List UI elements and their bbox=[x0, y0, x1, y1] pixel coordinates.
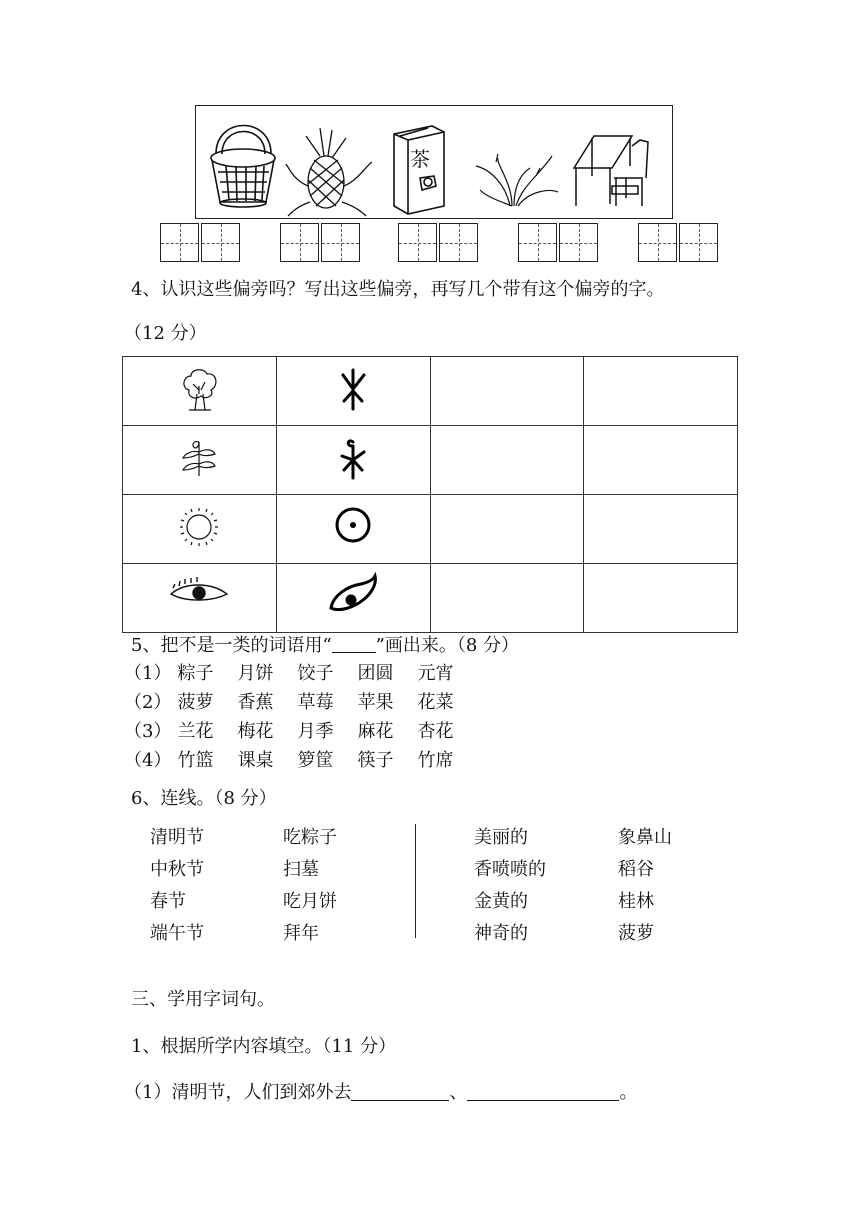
column-divider bbox=[415, 824, 416, 938]
writing-box-pair-3[interactable] bbox=[398, 223, 480, 262]
writing-cell[interactable] bbox=[638, 223, 677, 262]
radical-glyph-cell bbox=[276, 426, 430, 495]
word-item[interactable]: 香蕉 bbox=[237, 692, 274, 713]
radical-picture-cell bbox=[123, 426, 277, 495]
radical-glyph-cell bbox=[276, 495, 430, 564]
match-item[interactable]: 美丽的 bbox=[474, 827, 528, 848]
row-number: （3） bbox=[124, 721, 172, 742]
writing-cell[interactable] bbox=[321, 223, 360, 262]
answer-cell[interactable] bbox=[584, 357, 738, 426]
fill-prompt: （1）清明节，人们到郊外去 bbox=[124, 1082, 352, 1103]
word-item[interactable]: 课桌 bbox=[237, 750, 274, 771]
basket-icon bbox=[211, 126, 275, 208]
answer-cell[interactable] bbox=[584, 495, 738, 564]
section3-q1-title: 1、根据所学内容填空。（11 分） bbox=[131, 1036, 397, 1057]
q4-title: 4、认识这些偏旁吗？写出这些偏旁，再写几个带有这个偏旁的字。 bbox=[131, 279, 665, 300]
q5-row-3 bbox=[124, 723, 453, 741]
writing-cell[interactable] bbox=[439, 223, 478, 262]
radical-picture-cell bbox=[123, 564, 277, 633]
word-item[interactable]: 竹篮 bbox=[177, 750, 214, 771]
writing-cell[interactable] bbox=[280, 223, 319, 262]
section3-q1-1 bbox=[124, 1084, 637, 1102]
word-item[interactable]: 月饼 bbox=[237, 663, 274, 684]
word-item[interactable]: 粽子 bbox=[177, 663, 214, 684]
answer-blank[interactable] bbox=[351, 1100, 449, 1101]
answer-cell[interactable] bbox=[430, 495, 584, 564]
match-item[interactable]: 吃粽子 bbox=[283, 827, 337, 848]
q5-row-4 bbox=[124, 752, 453, 770]
separator: 、 bbox=[449, 1082, 468, 1103]
word-item[interactable]: 竹席 bbox=[417, 750, 454, 771]
desk-chair-icon bbox=[574, 136, 648, 206]
writing-cell[interactable] bbox=[160, 223, 199, 262]
match-item[interactable]: 神奇的 bbox=[474, 923, 528, 944]
word-item[interactable]: 元宵 bbox=[417, 663, 454, 684]
grain-radical-glyph-icon bbox=[338, 436, 368, 480]
q4-score: （12 分） bbox=[124, 323, 207, 344]
match-item[interactable]: 春节 bbox=[150, 891, 186, 912]
writing-box-pair-2[interactable] bbox=[280, 223, 362, 262]
answer-cell[interactable] bbox=[430, 357, 584, 426]
word-item[interactable]: 苹果 bbox=[357, 692, 394, 713]
picture-strip-art bbox=[196, 106, 674, 220]
radical-table bbox=[122, 356, 738, 633]
radical-row bbox=[123, 495, 738, 564]
writing-box-pair-4[interactable] bbox=[518, 223, 600, 262]
word-item[interactable]: 箩筐 bbox=[297, 750, 334, 771]
writing-box-pair-5[interactable] bbox=[638, 223, 720, 262]
tree-drawing-icon bbox=[177, 364, 221, 414]
match-item[interactable]: 中秋节 bbox=[150, 859, 204, 880]
radical-row bbox=[123, 564, 738, 633]
writing-cell[interactable] bbox=[559, 223, 598, 262]
match-item[interactable]: 端午节 bbox=[150, 923, 204, 944]
writing-box-pair-1[interactable] bbox=[160, 223, 242, 262]
match-item[interactable]: 菠萝 bbox=[618, 923, 654, 944]
answer-cell[interactable] bbox=[584, 564, 738, 633]
svg-text:茶: 茶 bbox=[410, 147, 430, 171]
pineapple-icon bbox=[286, 128, 372, 216]
answer-cell[interactable] bbox=[430, 564, 584, 633]
underline-sample bbox=[332, 652, 376, 653]
eye-radical-glyph-icon bbox=[325, 572, 381, 620]
sun-drawing-icon bbox=[169, 502, 229, 552]
radical-row bbox=[123, 426, 738, 495]
q5-row-1 bbox=[124, 665, 453, 683]
picture-strip bbox=[195, 105, 673, 219]
answer-cell[interactable] bbox=[584, 426, 738, 495]
q5-title-after: ”画出来。（8 分） bbox=[375, 635, 520, 656]
match-item[interactable]: 金黄的 bbox=[474, 891, 528, 912]
writing-cell[interactable] bbox=[398, 223, 437, 262]
word-item[interactable]: 团圆 bbox=[357, 663, 394, 684]
radical-row bbox=[123, 357, 738, 426]
tea-box-icon bbox=[394, 126, 444, 214]
wood-radical-glyph-icon bbox=[338, 367, 368, 411]
match-item[interactable]: 清明节 bbox=[150, 827, 204, 848]
match-item[interactable]: 桂林 bbox=[618, 891, 654, 912]
radical-glyph-cell bbox=[276, 357, 430, 426]
writing-cell[interactable] bbox=[201, 223, 240, 262]
match-item[interactable]: 象鼻山 bbox=[618, 827, 672, 848]
q5-title-before: 5、把不是一类的词语用“ bbox=[131, 635, 332, 656]
writing-cell[interactable] bbox=[518, 223, 557, 262]
answer-cell[interactable] bbox=[430, 426, 584, 495]
answer-blank[interactable] bbox=[467, 1100, 619, 1101]
word-item[interactable]: 菠萝 bbox=[177, 692, 214, 713]
word-item[interactable]: 梅花 bbox=[237, 721, 274, 742]
period: 。 bbox=[619, 1082, 638, 1103]
word-item[interactable]: 饺子 bbox=[297, 663, 334, 684]
section3-title: 三、学用字词句。 bbox=[131, 989, 275, 1010]
match-item[interactable]: 香喷喷的 bbox=[474, 859, 546, 880]
word-item[interactable]: 麻花 bbox=[357, 721, 394, 742]
match-item[interactable]: 拜年 bbox=[283, 923, 319, 944]
radical-glyph-cell bbox=[276, 564, 430, 633]
writing-cell[interactable] bbox=[679, 223, 718, 262]
radical-picture-cell bbox=[123, 357, 277, 426]
word-item[interactable]: 杏花 bbox=[417, 721, 454, 742]
row-number: （1） bbox=[124, 663, 172, 684]
q6-title: 6、连线。（8 分） bbox=[131, 788, 277, 809]
radical-picture-cell bbox=[123, 495, 277, 564]
match-item[interactable]: 吃月饼 bbox=[283, 891, 337, 912]
match-item[interactable]: 稻谷 bbox=[618, 859, 654, 880]
sun-radical-glyph-icon bbox=[331, 505, 375, 549]
q5-title bbox=[131, 637, 519, 655]
row-number: （4） bbox=[124, 750, 172, 771]
grain-plant-drawing-icon bbox=[177, 436, 221, 480]
q5-row-2 bbox=[124, 694, 453, 712]
word-item[interactable]: 兰花 bbox=[177, 721, 214, 742]
word-item[interactable]: 草莓 bbox=[297, 692, 334, 713]
eye-drawing-icon bbox=[167, 576, 231, 616]
match-item[interactable]: 扫墓 bbox=[283, 859, 319, 880]
grass-plant-icon bbox=[476, 154, 558, 206]
word-item[interactable]: 花菜 bbox=[417, 692, 454, 713]
word-item[interactable]: 筷子 bbox=[357, 750, 394, 771]
row-number: （2） bbox=[124, 692, 172, 713]
word-item[interactable]: 月季 bbox=[297, 721, 334, 742]
